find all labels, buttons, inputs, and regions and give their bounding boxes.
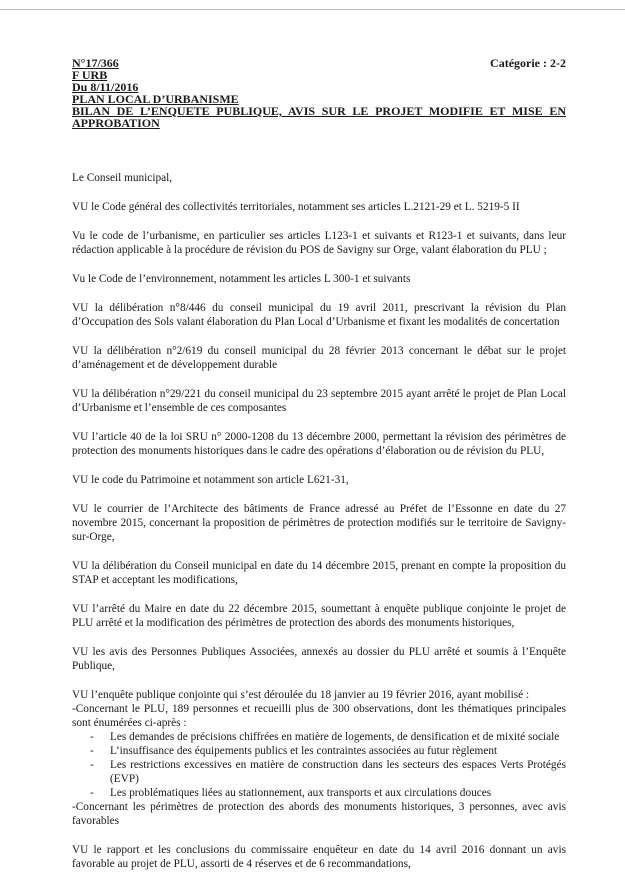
subject-line: PLAN LOCAL D’URBANISME [72,92,239,106]
deliberation-date: Du 8/11/2016 [72,80,139,94]
category-label: Catégorie : 2-2 [490,56,566,70]
bullet-dash: - [90,759,94,771]
list-item: - Les restrictions excessives en matière de construction dans les secteurs des espaces Verts Protégés (EVP) [90,759,566,785]
paragraph-deliberation-2015: VU la délibération n°29/221 du conseil municipal du 23 septembre 2015 ayant arrêté le projet de Plan Local d’Urbanisme et l’ensemble de ces composantes [72,388,566,414]
paragraph-avis-ppa: VU les avis des Personnes Publiques Associées, annexés au dossier du PLU arrêté et soumis à l’Enquête Publique, [72,646,566,672]
bullet-dash: - [90,731,94,743]
list-item: - Les problématiques liées au stationnement, aux transports et aux circulations douces [90,787,492,799]
inquiry-themes-list [72,730,566,800]
inquiry-perimeters-line: -Concernant les périmètres de protection des abords des monuments historiques, 3 personnes, avec avis favorables [72,801,566,827]
paragraph-courrier-abf: VU le courrier de l’Architecte des bâtiments de France adressé au Préfet de l’Essonne en date du 27 novembre 2015, concernant la proposition de périmètres de protection modifiés sur le territoire de Savigny-sur-Orge, [72,503,566,543]
list-item: - Les demandes de précisions chiffrées en matière de logements, de densification et de mixité sociale [90,731,560,743]
paragraph-environnement: Vu le Code de l’environnement, notamment les articles L 300-1 et suivants [72,273,411,285]
paragraph-rapport-commissaire: VU le rapport et les conclusions du commissaire enquêteur en date du 14 avril 2016 donnant un avis favorable au projet de PLU, assorti de 4 réserves et de 6 recommandations, [72,844,566,870]
list-item: - L’insuffisance des équipements publics et les contraintes associées au futur règlement [90,745,498,757]
inquiry-intro: VU l’enquête publique conjointe qui s’est déroulée du 18 janvier au 19 février 2016, ayant mobilisé : [72,689,530,701]
opening-line: Le Conseil municipal, [72,172,173,184]
top-rule [0,9,625,10]
service-code: F URB [72,68,108,82]
deliberation-number: N°17/366 [72,56,119,70]
deliberation-title: BILAN DE L’ENQUETE PUBLIQUE, AVIS SUR LE PROJET MODIFIE ET MISE EN APPROBATION [72,104,566,130]
document-body [72,171,566,871]
paragraph-code-patrimoine: VU le code du Patrimoine et notamment son article L621-31, [72,474,349,486]
inquiry-plu-line: -Concernant le PLU, 189 personnes et recueilli plus de 300 observations, dont les thématiques principales sont énumérées ci-après : [72,703,566,729]
paragraph-deliberation-2011: VU la délibération n°8/446 du conseil municipal du 19 avril 2011, prescrivant la révision du Plan d’Occupation des Sols valant élaboration du Plan Local d’Urbanisme et fixant les modalités de concertation [72,302,566,328]
deliberation-header [72,57,566,129]
paragraph-loi-sru: VU l’article 40 de la loi SRU n° 2000-1208 du 13 décembre 2000, permettant la révision des périmètres de protection des monuments historiques dans le cadre des opérations d’élaboration ou de révision du PLU, [72,431,566,457]
paragraph-cgct: VU le Code général des collectivités territoriales, notamment ses articles L.2121-29 et L. 5219-5 II [72,201,520,213]
bullet-dash: - [90,787,94,799]
paragraph-arrete-maire: VU l’arrêté du Maire en date du 22 décembre 2015, soumettant à enquête publique conjointe le projet de PLU arrêté et la modification des périmètres de protection des abords des monuments historiques, [72,603,566,629]
paragraph-deliberation-stap: VU la délibération du Conseil municipal en date du 14 décembre 2015, prenant en compte la proposition du STAP et acceptant les modifications, [72,560,566,586]
paragraph-deliberation-2013: VU la délibération n°2/619 du conseil municipal du 28 février 2013 concernant le débat sur le projet d’aménagement et de développement durable [72,345,566,371]
bullet-dash: - [90,745,94,757]
paragraph-urbanisme: Vu le code de l’urbanisme, en particulier ses articles L123-1 et suivants et R123-1 et suivants, dans leur rédaction applicable à la procédure de révision du POS de Savigny sur Orge, valant élaboration du PLU ; [72,230,566,256]
